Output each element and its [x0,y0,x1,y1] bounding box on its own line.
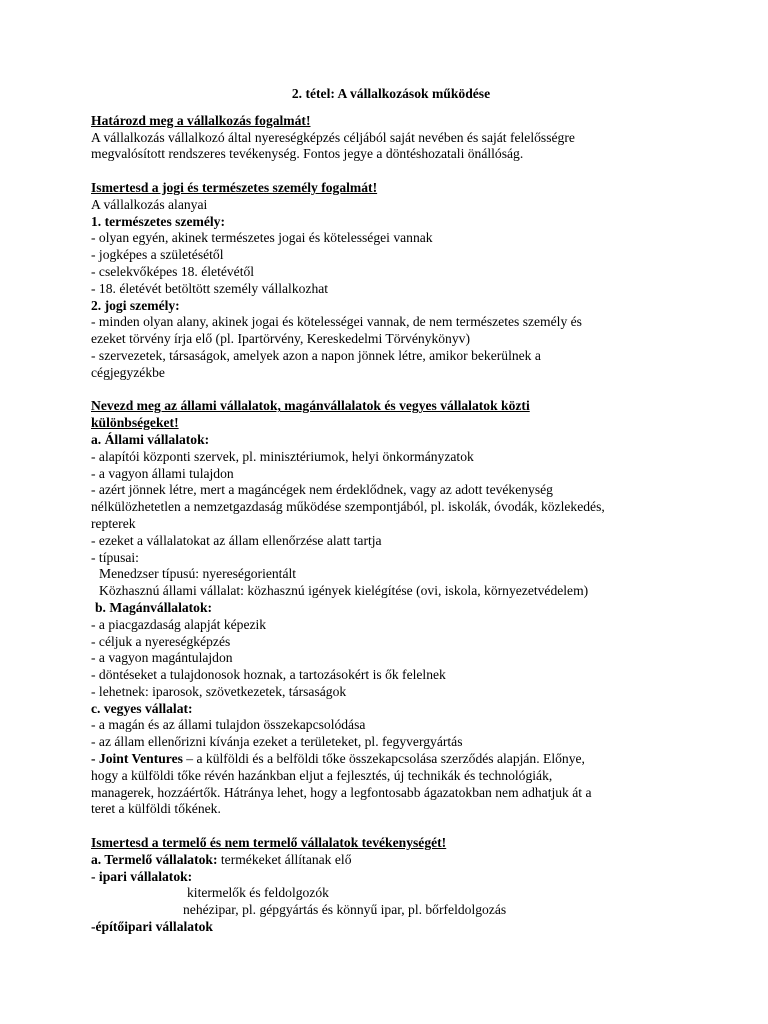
spacer [91,382,691,399]
list-item: - ezeket a vállalatokat az állam ellenőrzése alatt tartja [91,532,382,548]
list-item: - döntéseket a tulajdonosok hoznak, a tartozásokért is ők felelnek [91,667,446,683]
productive-companies-term: a. Termelő vállalatok: [91,851,218,867]
productive-companies-line [91,852,691,869]
subheading-industrial: - ipari vállalatok: [91,868,193,884]
paragraph-line: A vállalkozás vállalkozó által nyereségképzés céljából saját nevében és saját felelősségre [91,129,575,145]
paragraph-line: A vállalkozás alanyai [91,196,208,212]
list-item: - a piacgazdaság alapját képezik [91,616,267,632]
list-item: ezeket törvény írja elő (pl. Ipartörvény, Kereskedelmi Törvénykönyv) [91,331,470,347]
joint-ventures-term: - Joint Ventures [91,751,183,767]
list-item: - 18. életévét betöltött személy vállalkozhat [91,280,329,296]
list-item: cégjegyzékbe [91,364,165,380]
section-heading-productive: Ismertesd a termelő és nem termelő vállalatok tevékenységét! [91,835,447,851]
list-item: - azért jönnek létre, mert a magáncégek nem érdeklődnek, vagy az adott tevékenység [91,482,553,498]
section-heading-company-types: Nevezd meg az állami vállalatok, magánvállalatok és vegyes vállalatok közti [91,398,530,414]
joint-ventures-text: – a külföldi és a belföldi tőke összekapcsolása szerződés alapján. Előnye, [182,751,585,767]
list-item: - cselekvőképes 18. életévétől [91,263,255,279]
spacer [91,163,691,180]
list-item: - a vagyon magántulajdon [91,650,233,666]
subheading-mixed-companies: c. vegyes vállalat: [91,700,193,716]
list-item: managerek, hozzáértők. Hátránya lehet, hogy a legfontosabb ágazatokban nem adhatjuk át a [91,784,592,800]
list-item: - a vagyon állami tulajdon [91,465,234,481]
document-page [91,86,691,936]
productive-companies-text: termékeket állítanak elő [217,851,352,867]
section-heading-persons: Ismertesd a jogi és természetes személy fogalmát! [91,179,378,195]
list-item: - a magán és az állami tulajdon összekapcsolódása [91,717,366,733]
list-item: - lehetnek: iparosok, szövetkezetek, társaságok [91,683,347,699]
section-heading-company-types-cont: különbségeket! [91,415,179,431]
subheading-state-companies: a. Állami vállalatok: [91,431,210,447]
list-item: kitermelők és feldolgozók [187,885,329,901]
subheading-construction: -építőipari vállalatok [91,919,213,935]
list-item: - az állam ellenőrizni kívánja ezeket a területeket, pl. fegyvergyártás [91,734,463,750]
list-item: - alapítói központi szervek, pl. minisztériumok, helyi önkormányzatok [91,448,474,464]
list-item: repterek [91,515,136,531]
document-title: 2. tétel: A vállalkozások működése [291,86,491,101]
subheading-private-companies: b. Magánvállalatok: [95,599,213,615]
list-item: teret a külföldi tőkének. [91,801,221,817]
subheading-legal-person: 2. jogi személy: [91,297,180,313]
list-item: - szervezetek, társaságok, amelyek azon a napon jönnek létre, amikor bekerülnek a [91,347,541,363]
paragraph-line: megvalósított rendszeres tevékenység. Fontos jegye a döntéshozatali önállóság. [91,146,524,162]
list-item: - típusai: [91,549,139,565]
list-item: - minden olyan alany, akinek jogai és kötelességei vannak, de nem természetes személy és [91,314,582,330]
spacer [91,818,691,835]
subheading-natural-person: 1. természetes személy: [91,213,225,229]
list-item: hogy a külföldi tőke révén hazánkban eljut a fejlesztés, új technikák és technológiák, [91,767,553,783]
list-item: Közhasznú állami vállalat: közhasznú igények kielégítése (ovi, iskola, környezetvédelem) [99,583,589,599]
list-item: Menedzser típusú: nyereségorientált [99,566,297,582]
list-item: - céljuk a nyereségképzés [91,633,231,649]
list-item-joint-ventures [91,751,691,768]
list-item: nélkülözhetetlen a nemzetgazdaság működése szempontjából, pl. iskolák, óvodák, közlekedés, [91,499,605,515]
list-item: - olyan egyén, akinek természetes jogai és kötelességei vannak [91,230,433,246]
list-item: - jogképes a születésétől [91,247,224,263]
section-heading-definition: Határozd meg a vállalkozás fogalmát! [91,112,311,128]
list-item: nehézipar, pl. gépgyártás és könnyű ipar, pl. bőrfeldolgozás [183,902,507,918]
